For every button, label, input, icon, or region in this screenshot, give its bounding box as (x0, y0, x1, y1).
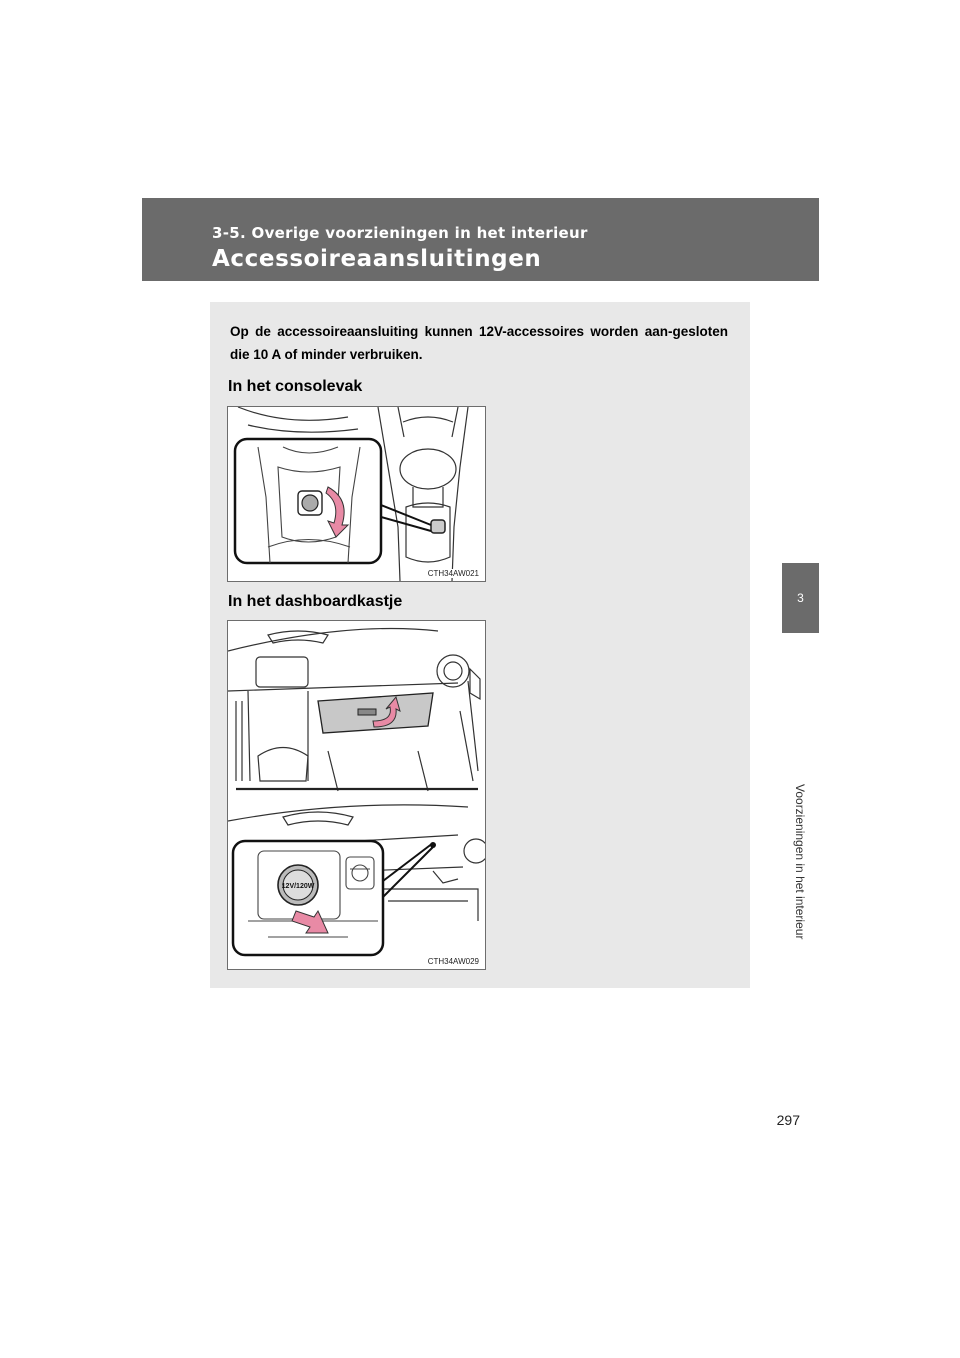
console-illustration (227, 406, 486, 582)
figure-code: CTH34AW021 (427, 569, 479, 578)
heading-console: In het consolevak (228, 378, 363, 395)
socket-label: 12V/120W (281, 883, 315, 890)
chapter-tab (782, 563, 819, 633)
section-label: 3-5. Overige voorzieningen in het interieur (212, 224, 588, 242)
chapter-number: 3 (797, 591, 804, 605)
heading-glovebox: In het dashboardkastje (228, 593, 403, 610)
figure-code: CTH34AW029 (427, 957, 479, 966)
chapter-label: Voorzieningen in het interieur (793, 784, 807, 940)
intro-text: Op de accessoireaansluiting kunnen 12V-accessoires worden aan-gesloten die 10 A of minder verbruiken. (230, 324, 728, 362)
console-drawing (228, 407, 485, 581)
page-number: 297 (776, 1112, 800, 1128)
glovebox-illustration (227, 620, 486, 970)
page-title: Accessoireaansluitingen (212, 246, 542, 272)
content-box (210, 302, 750, 988)
glovebox-drawing (228, 621, 485, 969)
header-band (142, 198, 819, 281)
